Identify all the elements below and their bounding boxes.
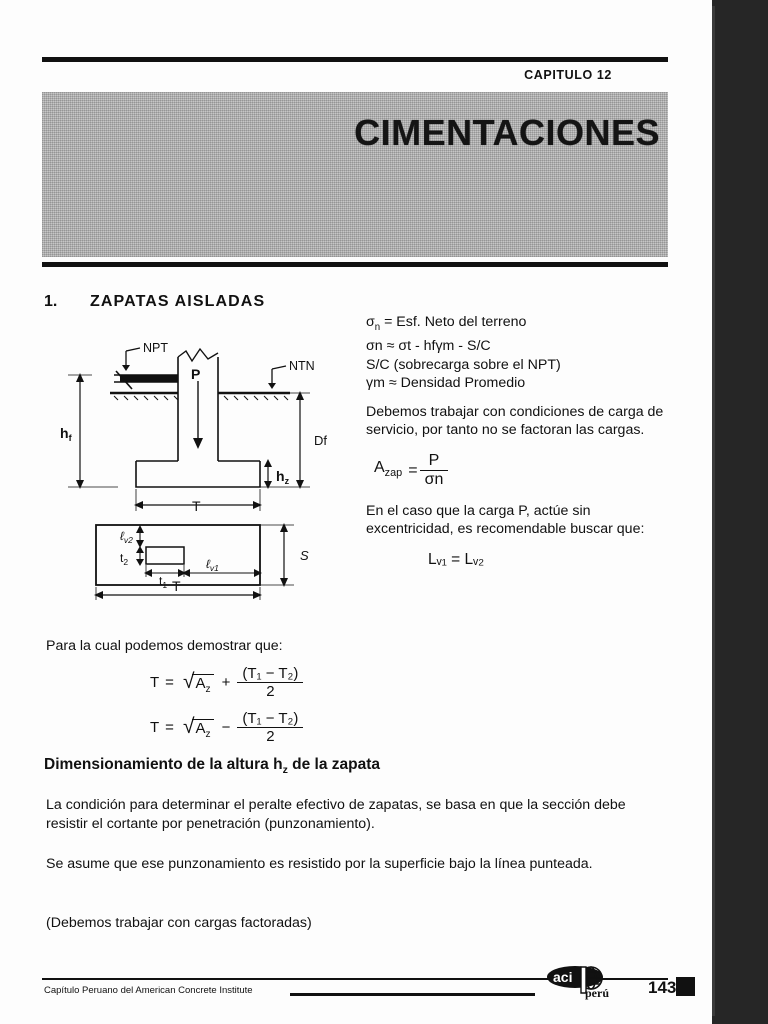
figure-label-t1: $t_1$: [159, 574, 168, 590]
figure-label-lv2: ℓ$_{v2}$: [120, 529, 133, 545]
chapter-banner: [42, 92, 668, 257]
figure-label-lv1: ℓ$_{v1}$: [206, 557, 219, 573]
sqrt-icon: √: [182, 669, 195, 693]
footer-institute: Capítulo Peruano del American Concrete Institute: [44, 985, 253, 996]
figure-label-ntn: NTN: [289, 359, 315, 373]
header-rule: [42, 57, 668, 62]
banner-title: CIMENTACIONES: [354, 112, 660, 153]
page-number: 143: [648, 978, 677, 997]
sc-definition: S/C (sobrecarga sobre el NPT): [366, 356, 561, 373]
eq1-denominator: 2: [237, 682, 303, 700]
footer-dash: [290, 993, 535, 996]
eq1-operator: +: [221, 674, 231, 691]
logo-aci-text: aci: [553, 969, 573, 985]
eq1-fraction: [237, 665, 303, 700]
eq1-equals: =: [165, 674, 174, 691]
logo-peru-text: perú: [585, 986, 609, 1000]
formula-area-zapata: [374, 452, 666, 490]
equality-lv1-lv2: Lᵥ₁ = Lᵥ₂: [428, 550, 485, 568]
figure-label-t-elevation: T: [192, 498, 201, 514]
figure-label-t2: $t_2$: [120, 551, 129, 567]
banner-bottom-rule: [42, 262, 668, 267]
figure-label-npt: NPT: [143, 341, 168, 355]
subheading-dimensionamiento: Dimensionamiento de la altura $h_z$ de la zapata: [44, 756, 381, 777]
azap-equals: =: [408, 461, 418, 479]
eq2-radical: [183, 716, 214, 740]
figure-label-df: Df: [314, 433, 327, 448]
zapata-aislada-diagram: [58, 335, 348, 600]
paragraph-factoradas: (Debemos trabajar con cargas factoradas): [46, 915, 312, 931]
azap-fraction: [420, 452, 449, 490]
eq1-lhs: T: [150, 674, 160, 691]
figure-label-s: S: [300, 548, 309, 563]
eq1-radical: [183, 671, 214, 695]
azap-lhs: $A_{zap}$: [374, 458, 403, 480]
eq1-radicand: $A_z$: [192, 674, 213, 695]
figure-label-hz: $h_z$: [276, 468, 290, 486]
paragraph-excentricidad: En el caso que la carga P, actúe sin excentricidad, es recomendable buscar que:: [366, 502, 645, 538]
eq2-numerator: (T₁ − T₂): [242, 710, 299, 727]
eq2-equals: =: [165, 719, 174, 736]
equation-t-minus: [150, 710, 305, 745]
azap-numerator: P: [428, 451, 440, 469]
eq2-fraction: [237, 710, 303, 745]
right-text-column: [366, 313, 666, 569]
paragraph-servicio: Debemos trabajar con condiciones de carga de servicio, por tanto no se factoran las cargas.: [366, 403, 664, 439]
equation-t-plus: [150, 665, 305, 700]
section-number: 1.: [44, 293, 58, 310]
scan-edge-band: [712, 0, 768, 1024]
azap-denominator: σn: [420, 470, 449, 490]
chapter-label: CAPITULO 12: [524, 68, 612, 82]
aci-peru-logo: [545, 963, 625, 1003]
eq2-denominator: 2: [237, 727, 303, 745]
paragraph-asume: Se asume que ese punzonamiento es resistido por la superficie bajo la línea punteada.: [46, 856, 593, 872]
page-marker-square: [676, 977, 695, 996]
sqrt-icon: √: [182, 714, 195, 738]
paragraph-demostrar: Para la cual podemos demostrar que:: [46, 638, 283, 654]
eq2-lhs: T: [150, 719, 160, 736]
figure-label-t-plan: T: [172, 578, 181, 594]
section-title: ZAPATAS AISLADAS: [90, 293, 266, 310]
eq2-radicand: $A_z$: [192, 719, 213, 740]
sigma-n-equation: σn ≈ σt - hfγm - S/C: [366, 338, 491, 355]
eq1-numerator: (T₁ − T₂): [242, 665, 299, 682]
sigma-n-definition: $\sigma_n$ = Esf. Neto del terreno: [366, 314, 527, 333]
eq2-operator: −: [221, 719, 231, 736]
scan-edge-highlight: [712, 6, 715, 1016]
figure-label-hf: $h_f$: [60, 425, 72, 443]
paragraph-condicion: La condición para determinar el peralte efectivo de zapatas, se basa en que la sección debe resistir el cortante por penetración (punzonamiento).: [46, 797, 626, 832]
figure-label-p: P: [191, 366, 201, 382]
gamma-m-definition: γm ≈ Densidad Promedio: [366, 375, 526, 392]
